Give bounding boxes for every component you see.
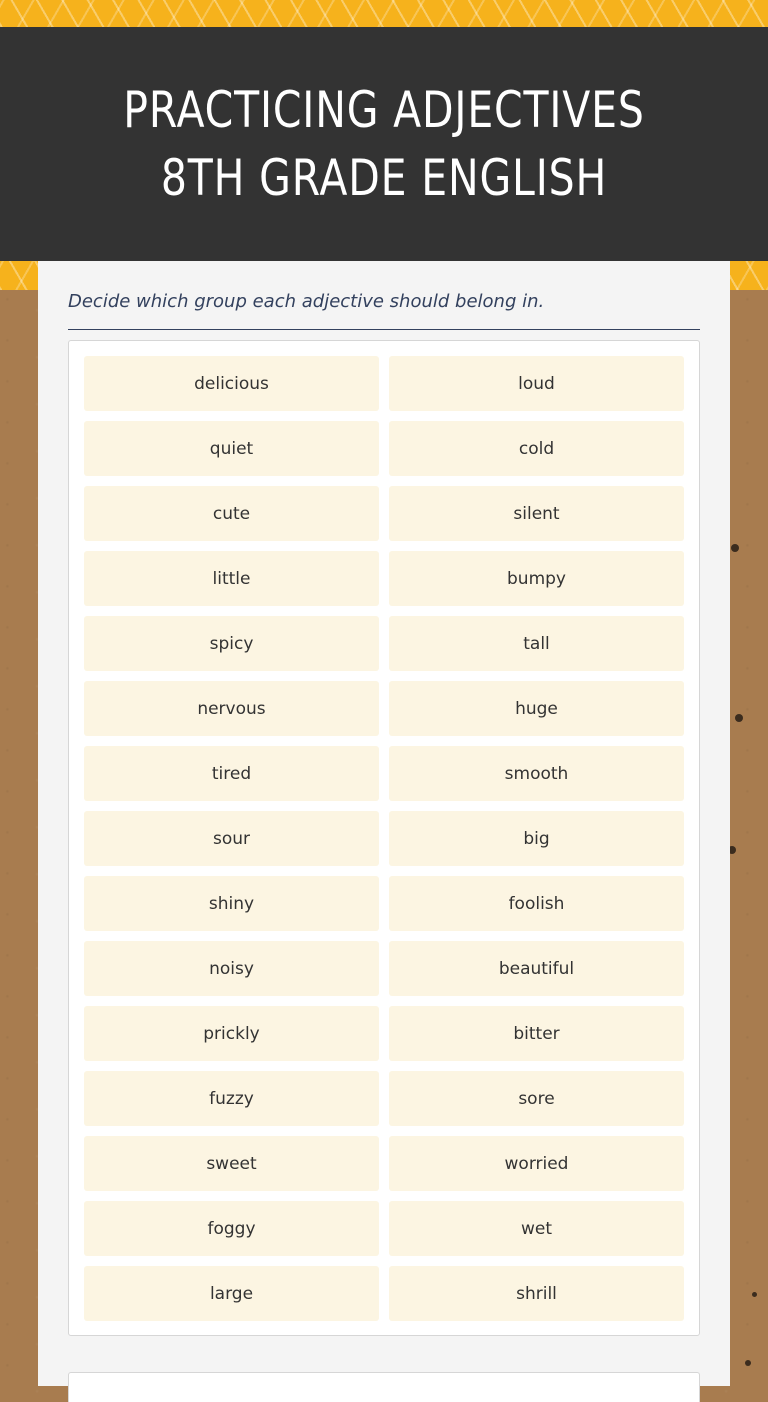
word-chip[interactable]: large <box>84 1266 379 1321</box>
word-chip[interactable]: shrill <box>389 1266 684 1321</box>
word-chip[interactable]: nervous <box>84 681 379 736</box>
word-chip[interactable]: bitter <box>389 1006 684 1061</box>
word-chip[interactable]: delicious <box>84 356 379 411</box>
instructions-divider <box>68 329 700 330</box>
page-title: PRACTICING ADJECTIVES 8TH GRADE ENGLISH <box>123 81 645 207</box>
header-banner <box>0 27 768 261</box>
worksheet-card <box>38 261 730 1386</box>
word-chip[interactable]: big <box>389 811 684 866</box>
word-chip[interactable]: sore <box>389 1071 684 1126</box>
word-chip[interactable]: spicy <box>84 616 379 671</box>
word-bank-grid <box>84 356 684 1321</box>
word-chip[interactable]: huge <box>389 681 684 736</box>
word-chip[interactable]: wet <box>389 1201 684 1256</box>
word-chip[interactable]: prickly <box>84 1006 379 1061</box>
board-speck <box>752 1292 757 1297</box>
board-speck <box>745 1360 751 1366</box>
board-speck <box>735 714 743 722</box>
word-chip[interactable]: noisy <box>84 941 379 996</box>
word-chip[interactable]: bumpy <box>389 551 684 606</box>
word-chip[interactable]: shiny <box>84 876 379 931</box>
word-chip[interactable]: silent <box>389 486 684 541</box>
word-chip[interactable]: foggy <box>84 1201 379 1256</box>
word-chip[interactable]: sweet <box>84 1136 379 1191</box>
word-chip[interactable]: tall <box>389 616 684 671</box>
board-speck <box>731 544 739 552</box>
word-chip[interactable]: foolish <box>389 876 684 931</box>
word-bank-panel <box>68 340 700 1336</box>
word-chip[interactable]: beautiful <box>389 941 684 996</box>
instructions-text: Decide which group each adjective should belong in. <box>68 291 545 312</box>
word-chip[interactable]: fuzzy <box>84 1071 379 1126</box>
word-chip[interactable]: loud <box>389 356 684 411</box>
word-chip[interactable]: smooth <box>389 746 684 801</box>
word-chip[interactable]: quiet <box>84 421 379 476</box>
word-chip[interactable]: cold <box>389 421 684 476</box>
group-drop-panel[interactable] <box>68 1372 700 1402</box>
word-chip[interactable]: little <box>84 551 379 606</box>
word-chip[interactable]: cute <box>84 486 379 541</box>
word-chip[interactable]: sour <box>84 811 379 866</box>
word-chip[interactable]: tired <box>84 746 379 801</box>
word-chip[interactable]: worried <box>389 1136 684 1191</box>
